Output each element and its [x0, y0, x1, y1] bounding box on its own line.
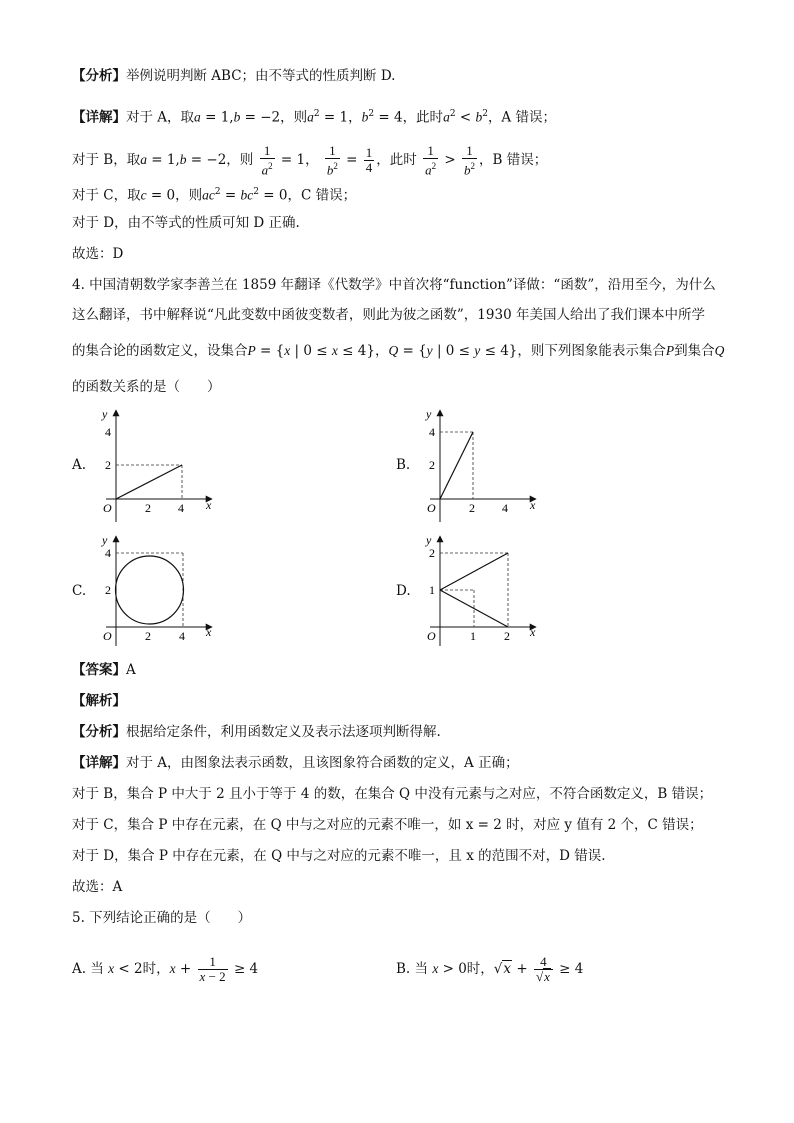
x-axis-label: x — [206, 498, 212, 512]
svg-text:x: x — [530, 498, 536, 512]
q3-detail-c: 对于 C，取c = 0，则$ac^2 = bc^2 = 0$，C 错误； — [72, 187, 357, 204]
svg-text:y: y — [426, 407, 432, 421]
svg-text:x: x — [530, 625, 536, 639]
svg-text:4: 4 — [105, 425, 111, 439]
origin-label: O — [103, 501, 112, 515]
svg-text:2: 2 — [469, 501, 475, 515]
svg-text:1: 1 — [429, 583, 435, 597]
svg-text:1: 1 — [470, 629, 476, 643]
q4-stem-1: 4. 中国清朝数学家李善兰在 1859 年翻译《代数学》中首次将“function”译做：“函数”，沿用至今，为什么 — [72, 277, 716, 293]
svg-text:y: y — [426, 533, 432, 547]
svg-text:4: 4 — [502, 501, 508, 515]
option-d-label: D. — [396, 583, 411, 599]
q4-stem-4: 的函数关系的是（ ） — [72, 379, 221, 395]
q5-option-a: A. 当 x < 2时，x + $\frac{1}{x - 2}$ ≥ 4 — [72, 954, 259, 984]
svg-text:2: 2 — [429, 546, 435, 560]
q3-analysis: 【分析】举例说明判断 ABC；由不等式的性质判断 D. — [72, 68, 396, 84]
q4-jiexi: 【解析】 — [72, 693, 126, 709]
q4-choose: 故选：A — [72, 879, 123, 895]
q4-detail-a: 【详解】对于 A，由图象法表示函数，且该图象符合函数的定义，A 正确； — [72, 755, 519, 771]
graph-b — [416, 404, 546, 524]
graph-c — [92, 532, 222, 648]
q5-option-b: B. 当 x > 0时，√x + $\frac{4}{√x}$ ≥ 4 — [396, 954, 584, 984]
svg-text:2: 2 — [105, 458, 111, 472]
svg-text:O: O — [427, 501, 436, 515]
svg-text:2: 2 — [145, 629, 151, 643]
svg-text:x: x — [206, 625, 212, 639]
svg-text:2: 2 — [429, 458, 435, 472]
q4-detail-b: 对于 B，集合 P 中大于 2 且小于等于 4 的数，在集合 Q 中没有元素与之对应，不符合函数定义，B 错误； — [72, 786, 713, 802]
q3-detail-d: 对于 D，由不等式的性质可知 D 正确. — [72, 215, 300, 231]
svg-text:4: 4 — [179, 629, 185, 643]
svg-text:4: 4 — [105, 546, 111, 560]
svg-text:2: 2 — [145, 501, 151, 515]
svg-text:O: O — [427, 629, 436, 643]
option-a-label: A. — [72, 457, 87, 473]
svg-text:O: O — [103, 629, 112, 643]
q5-stem: 5. 下列结论正确的是（ ） — [72, 910, 252, 926]
svg-text:2: 2 — [105, 583, 111, 597]
y-axis-label: y — [102, 407, 108, 421]
option-b-label: B. — [396, 457, 411, 473]
svg-text:4: 4 — [178, 501, 184, 515]
q4-detail-d: 对于 D，集合 P 中存在元素，在 Q 中与之对应的元素不唯一，且 x 的范围不对，D 错误. — [72, 848, 606, 864]
q4-detail-c: 对于 C，集合 P 中存在元素，在 Q 中与之对应的元素不唯一，如 x = 2 时，对应 y 值有 2 个，C 错误； — [72, 817, 703, 833]
q4-answer: 【答案】A — [72, 662, 136, 678]
q4-stem-3: 的集合论的函数定义，设集合P = {x | 0 ≤ x ≤ 4}，Q = {y | 0 ≤ y ≤ 4}，则下列图象能表示集合P到集合Q — [72, 343, 725, 359]
q4-analysis: 【分析】根据给定条件，利用函数定义及表示法逐项判断得解. — [72, 724, 441, 740]
svg-text:4: 4 — [429, 425, 435, 439]
graph-d — [416, 532, 546, 648]
graph-a — [92, 404, 222, 524]
q3-detail-b: 对于 B，取a = 1,b = −2，则 $\frac{1}{a^2}$ = 1， $\frac{1}{b^2}$ = $\frac{1}{4}$ ，此时 $\frac{1}{a^2}$ > $\frac{1}{b^2}$ ，B 错误； — [72, 143, 548, 178]
option-c-label: C. — [72, 583, 87, 599]
svg-text:y: y — [102, 533, 108, 547]
q3-choose: 故选：D — [72, 246, 124, 262]
q3-detail-a: 【详解】对于 A，取a = 1,b = −2，则$a^2 = 1$，$b^2 = 4$，此时$a^2 < b^2$，A 错误； — [72, 109, 556, 126]
svg-text:2: 2 — [504, 629, 510, 643]
q4-stem-2: 这么翻译，书中解释说“凡此变数中函彼变数者，则此为彼之函数”，1930 年美国人给出了我们课本中所学 — [72, 307, 705, 323]
